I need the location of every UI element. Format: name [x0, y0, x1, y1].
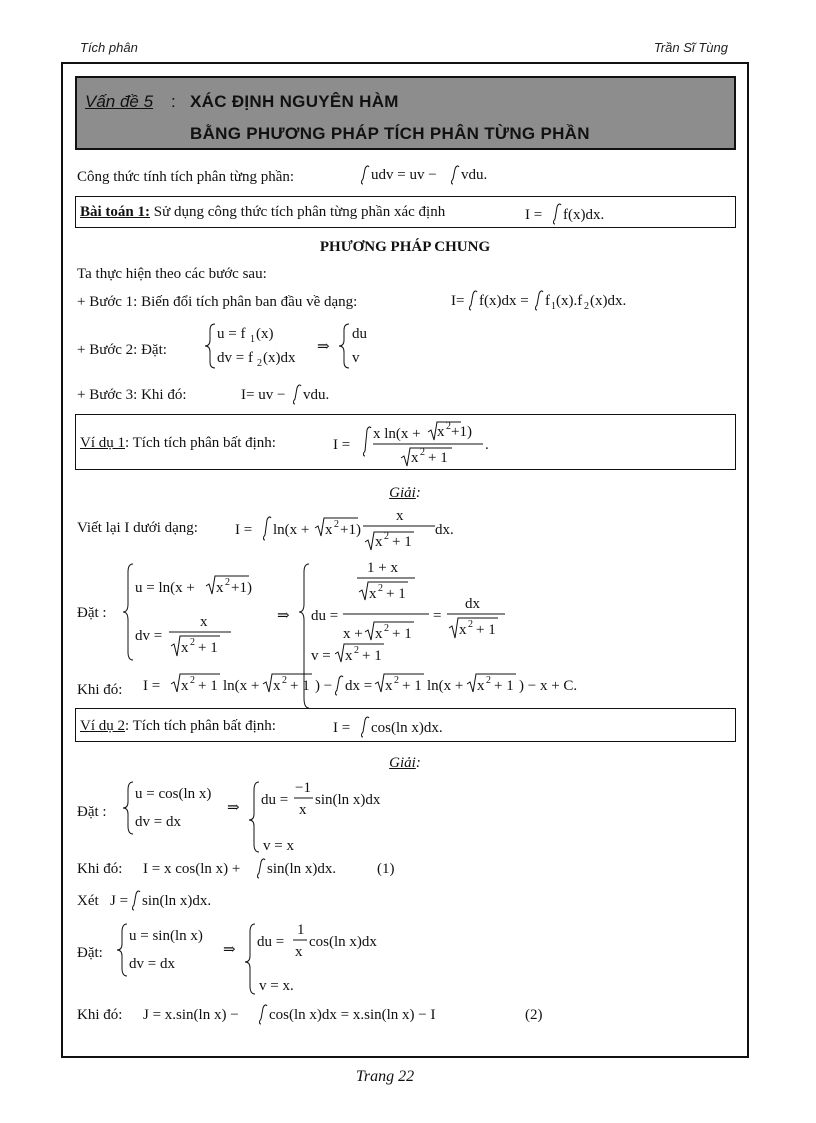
svg-text:v: v — [352, 350, 360, 366]
svg-text:) − x + C.: ) − x + C. — [519, 678, 578, 694]
example2-consider-text: Xét — [77, 893, 99, 909]
svg-text:+ 1: + 1 — [362, 648, 382, 664]
svg-text:du =: du = — [257, 934, 285, 950]
svg-text:dx =: dx = — [345, 678, 373, 694]
svg-text:I =: I = — [333, 437, 351, 453]
svg-text:sin(ln x)dx.: sin(ln x)dx. — [267, 861, 337, 877]
example2-label: Ví dụ 2 — [80, 718, 125, 734]
example2-solution-label: Giải: — [389, 755, 421, 771]
svg-text:2: 2 — [468, 619, 473, 630]
svg-text:x: x — [181, 640, 189, 656]
svg-text:dx: dx — [465, 596, 480, 612]
example2-set2-text: Đặt: — [77, 945, 103, 961]
svg-text:u = cos(ln x): u = cos(ln x) — [135, 786, 212, 802]
example2-eq2: (2) — [525, 1007, 543, 1023]
svg-text:1: 1 — [250, 334, 255, 345]
svg-text:dv = f: dv = f — [217, 350, 253, 366]
svg-text:2: 2 — [384, 623, 389, 634]
svg-text:2: 2 — [334, 519, 339, 530]
example2-set-text: Đặt : — [77, 804, 107, 820]
svg-text:=: = — [433, 608, 442, 624]
example2-v2 — [251, 972, 331, 998]
svg-text:2: 2 — [584, 301, 589, 312]
page-number: Trang 22 — [355, 1068, 415, 1085]
svg-text:x: x — [369, 586, 377, 602]
svg-text:x: x — [200, 614, 208, 630]
step2-text: + Bước 2: Đặt: — [77, 342, 167, 358]
svg-text:I =: I = — [333, 720, 351, 736]
banner-title-line1: XÁC ĐỊNH NGUYÊN HÀM — [190, 92, 399, 111]
svg-text:(x)dx: (x)dx — [263, 350, 296, 366]
svg-text:1 + x: 1 + x — [367, 560, 398, 576]
svg-text:ln(x +: ln(x + — [273, 522, 310, 538]
svg-text:du: du — [352, 326, 367, 342]
problem1-text: Sử dụng công thức tích phân từng phần xác định — [153, 204, 446, 220]
svg-text:(x): (x) — [256, 326, 274, 342]
svg-text:2: 2 — [257, 358, 262, 369]
svg-text:+ 1: + 1 — [392, 534, 412, 550]
svg-text:u = sin(ln x): u = sin(ln x) — [129, 928, 203, 944]
example1-line — [80, 436, 276, 451]
step1-formula — [451, 286, 691, 316]
svg-text:+1): +1) — [451, 424, 472, 440]
example1-solution-label: Giải: — [389, 485, 421, 501]
svg-text:1: 1 — [297, 922, 305, 938]
example2-formula — [333, 709, 473, 741]
svg-text:x: x — [477, 678, 485, 694]
svg-text:dv = dx: dv = dx — [135, 814, 181, 830]
svg-text:u = ln(x +: u = ln(x + — [135, 580, 195, 596]
example1-then-text: Khi đó: — [77, 682, 123, 698]
svg-text:.: . — [485, 437, 489, 453]
example1-rewrite-formula — [235, 504, 475, 560]
svg-text:+ 1: + 1 — [402, 678, 422, 694]
problem1-line — [80, 205, 445, 220]
svg-text:x: x — [459, 622, 467, 638]
svg-text:vdu.: vdu. — [461, 167, 488, 183]
svg-text:du =: du = — [311, 608, 339, 624]
svg-text:J =: J = — [110, 893, 129, 909]
method-intro: Ta thực hiện theo các bước sau: — [77, 266, 267, 282]
svg-text:2: 2 — [190, 637, 195, 648]
example1-label: Ví dụ 1 — [80, 435, 125, 451]
example1-set-text: Đặt : — [77, 605, 107, 621]
topic-banner — [75, 76, 736, 150]
svg-text:du =: du = — [261, 792, 289, 808]
intro-formula — [353, 160, 513, 190]
svg-text:(x).f: (x).f — [556, 293, 583, 309]
svg-text:cos(ln x)dx = x.sin(ln x) − I: cos(ln x)dx = x.sin(ln x) − I — [269, 1007, 436, 1023]
svg-text:dx.: dx. — [435, 522, 454, 538]
svg-text:+ 1: + 1 — [428, 450, 448, 466]
svg-text:+ 1: + 1 — [290, 678, 310, 694]
svg-text:x: x — [325, 522, 333, 538]
example1-text: : Tích tích phân bất định: — [125, 435, 276, 451]
page-frame — [61, 62, 749, 1058]
svg-text:x: x — [345, 648, 353, 664]
svg-text:x: x — [273, 678, 281, 694]
svg-text:dv = dx: dv = dx — [129, 956, 175, 972]
method-heading: PHƯƠNG PHÁP CHUNG — [319, 239, 491, 255]
example2-substitution — [119, 778, 419, 840]
svg-text:+ 1: + 1 — [476, 622, 496, 638]
example1-result — [143, 666, 663, 698]
example2-text: : Tích tích phân bất định: — [125, 718, 276, 734]
step3-formula — [241, 380, 381, 410]
svg-text:I =: I = — [143, 678, 161, 694]
svg-text:sin(ln x)dx.: sin(ln x)dx. — [142, 893, 212, 909]
svg-text:I = x cos(ln x) +: I = x cos(ln x) + — [143, 861, 241, 877]
svg-text:−1: −1 — [295, 780, 311, 796]
svg-text:x: x — [295, 944, 303, 960]
example2-then2-formula — [143, 998, 563, 1028]
svg-text:⇒: ⇒ — [227, 800, 240, 816]
svg-text:+ 1: + 1 — [198, 640, 218, 656]
svg-text:x: x — [411, 450, 419, 466]
example2-eq1: (1) — [377, 861, 395, 877]
svg-text:f: f — [545, 293, 550, 309]
example2-then2-text: Khi đó: — [77, 1007, 123, 1023]
svg-text:v = x.: v = x. — [259, 978, 294, 994]
example2-then-formula — [143, 852, 403, 882]
svg-text:x: x — [396, 508, 404, 524]
svg-text:I= uv −: I= uv − — [241, 387, 286, 403]
svg-text:J = x.sin(ln x) −: J = x.sin(ln x) − — [143, 1007, 239, 1023]
svg-text:ln(x +: ln(x + — [427, 678, 464, 694]
banner-colon: : — [171, 92, 176, 111]
svg-text:+ 1: + 1 — [198, 678, 218, 694]
svg-text:2: 2 — [354, 645, 359, 656]
svg-text:I =: I = — [525, 207, 543, 223]
banner-title-line2: BẰNG PHƯƠNG PHÁP TÍCH PHÂN TỪNG PHẦN — [190, 124, 590, 143]
svg-text:2: 2 — [420, 447, 425, 458]
svg-text:+1): +1) — [231, 580, 252, 596]
example1-formula — [333, 416, 533, 470]
svg-text:x: x — [299, 802, 307, 818]
example1-rewrite-text: Viết lại I dưới dạng: — [77, 520, 198, 536]
svg-text:⇒: ⇒ — [223, 942, 236, 958]
svg-text:2: 2 — [486, 675, 491, 686]
intro-text: Công thức tính tích phân từng phần: — [77, 169, 295, 185]
svg-text:cos(ln x)dx.: cos(ln x)dx. — [371, 720, 443, 736]
example2-consider-formula — [110, 884, 270, 914]
svg-text:) −: ) − — [315, 678, 333, 694]
header-author: Trần Sĩ Tùng — [653, 40, 728, 55]
svg-text:⇒: ⇒ — [317, 339, 330, 355]
svg-text:vdu.: vdu. — [303, 387, 330, 403]
step3-text: + Bước 3: Khi đó: — [77, 387, 187, 403]
svg-text:x ln(x +: x ln(x + — [373, 426, 421, 442]
example2-line — [80, 719, 276, 734]
svg-text:udv = uv −: udv = uv − — [371, 167, 437, 183]
problem1-label: Bài toán 1: — [80, 204, 151, 220]
svg-text:x: x — [181, 678, 189, 694]
svg-text:+1): +1) — [340, 522, 361, 538]
step1-text: + Bước 1: Biến đổi tích phân ban đầu về dạng: — [77, 294, 358, 310]
svg-text:x +: x + — [343, 626, 363, 642]
svg-text:+ 1: + 1 — [392, 626, 412, 642]
svg-text:2: 2 — [282, 675, 287, 686]
svg-text:1: 1 — [551, 301, 556, 312]
svg-text:I =: I = — [235, 522, 253, 538]
svg-text:ln(x +: ln(x + — [223, 678, 260, 694]
svg-text:f(x)dx =: f(x)dx = — [479, 293, 529, 309]
svg-text:2: 2 — [394, 675, 399, 686]
svg-text:⇒: ⇒ — [277, 608, 290, 624]
svg-text:dv =: dv = — [135, 628, 163, 644]
svg-text:2: 2 — [446, 421, 451, 432]
svg-text:2: 2 — [378, 583, 383, 594]
svg-text:x: x — [216, 580, 224, 596]
svg-text:x: x — [375, 626, 383, 642]
header-left-title: Tích phân — [80, 40, 138, 55]
svg-text:u = f: u = f — [217, 326, 246, 342]
svg-text:I=: I= — [451, 293, 465, 309]
svg-text:x: x — [385, 678, 393, 694]
example2-then-text: Khi đó: — [77, 861, 123, 877]
svg-text:cos(ln x)dx: cos(ln x)dx — [309, 934, 377, 950]
problem1-formula — [525, 196, 645, 226]
svg-text:v =: v = — [311, 648, 331, 664]
svg-text:2: 2 — [190, 675, 195, 686]
svg-text:sin(ln x)dx: sin(ln x)dx — [315, 792, 381, 808]
svg-text:v = x: v = x — [263, 838, 294, 854]
svg-text:f(x)dx.: f(x)dx. — [563, 207, 605, 223]
svg-text:2: 2 — [384, 531, 389, 542]
svg-text:(x)dx.: (x)dx. — [590, 293, 627, 309]
svg-text:+ 1: + 1 — [494, 678, 514, 694]
svg-text:+ 1: + 1 — [386, 586, 406, 602]
svg-text:x: x — [375, 534, 383, 550]
svg-text:2: 2 — [225, 577, 230, 588]
step2-system — [203, 320, 383, 372]
banner-label: Vấn đề 5 — [85, 92, 154, 111]
svg-text:x: x — [437, 424, 445, 440]
